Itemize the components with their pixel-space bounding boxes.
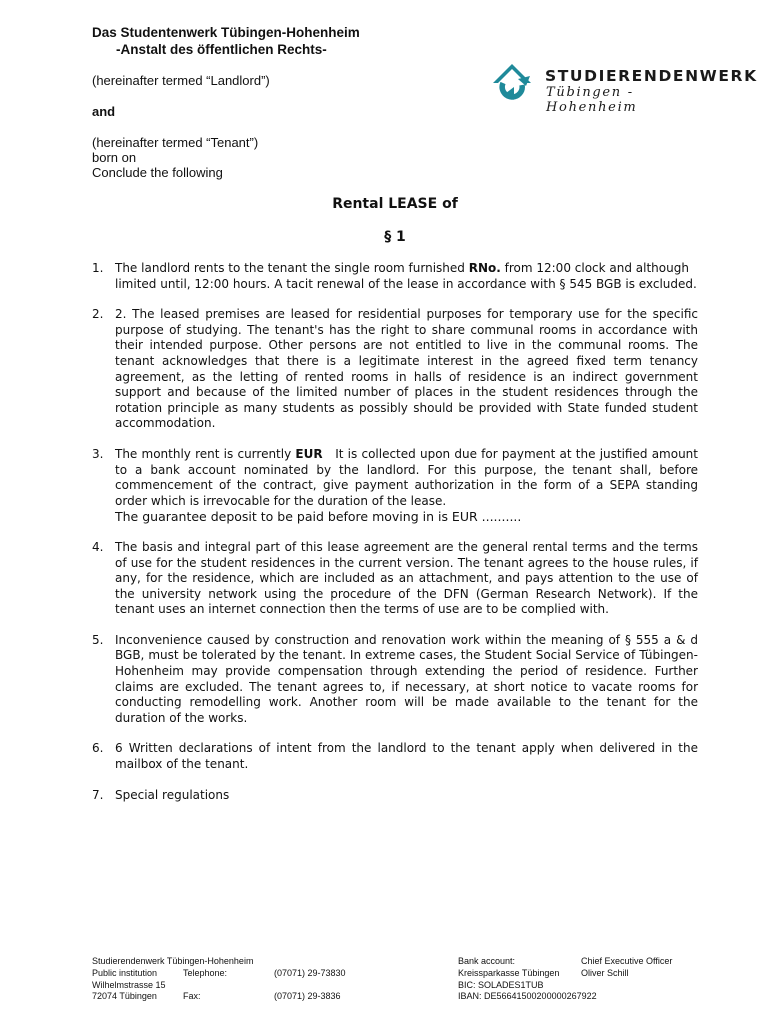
clause-text: from 12:00 clock and although limited until, 12:00 hours. A tacit renewal of the lease in accordance with § 545 BGB is excluded. <box>115 261 697 291</box>
clause-2 <box>92 307 698 432</box>
clause-number: 4. <box>92 539 104 554</box>
clause-text: Special regulations <box>115 787 230 802</box>
born-on-label: born on <box>92 150 137 165</box>
clause-text: The monthly rent is currently <box>115 446 296 461</box>
clause-text: It is collected upon due for payment at the justified amount to a bank account nominated by the landlord. For this purpose, the tenant shall, before commencement of the contract, give payment authorization in the form of a SEPA standing order which is irrevocable for the duration of the lease. <box>115 446 702 508</box>
footer-ceo-label: Chief Executive Officer <box>581 956 673 966</box>
footer-public: Public institution <box>92 967 158 978</box>
clause-text: 2. The leased premises are leased for residential purposes for temporary use for the specific purpose of studying. The tenant's has the right to share communal rooms in accordance with their intended purpose. Other persons are not entitled to live in the communal rooms. The tenant acknowledges that there is a legitimate interest in the agreed fixed term tenancy agreement, as the letting of rented rooms in halls of residence is an indirect government support and because of the limited number of places in the student residences through the rotation principle as many students as possibly should be provided with State funded student accommodation. <box>115 307 698 431</box>
currency-label: EUR <box>295 446 323 461</box>
logo-wordmark: STUDIERENDENWERK <box>545 67 758 85</box>
clause-number: 3. <box>92 446 104 461</box>
footer-ceo-name: Oliver Schill <box>581 967 629 978</box>
clause-number: 2. <box>92 307 104 322</box>
footer-city: 72074 Tübingen <box>92 991 157 1002</box>
house-arrow-logo-icon <box>490 60 540 106</box>
logo-location: Tübingen - Hohenheim <box>546 85 638 115</box>
clause-3 <box>92 446 702 525</box>
footer-org: Studierendenwerk Tübingen-Hohenheim <box>92 956 254 966</box>
clause-number: 5. <box>92 632 104 647</box>
and-label: and <box>92 104 116 119</box>
clause-text: The basis and integral part of this lease agreement are the general rental terms and the terms of use for the student residences in the current version. The tenant agrees to the house rules, if any, for the residence, which are included as an attachment, and pays attention to the use of the university network using the procedure of the DFN (German Research Network). If the tenant uses an internet connection then the terms of use are to be complied with. <box>115 539 698 617</box>
footer-fax-label: Fax: <box>183 991 201 1002</box>
lease-clauses <box>92 261 702 818</box>
clause-text: 6 Written declarations of intent from the landlord to the tenant apply when delivered in the mailbox of the tenant. <box>115 741 698 772</box>
footer-bank-name: Kreissparkasse Tübingen <box>458 967 560 978</box>
footer-bic: BIC: SOLADES1TUB <box>458 979 544 990</box>
tenant-term: (hereinafter termed “Tenant”) <box>92 135 259 150</box>
room-number-label: RNo. <box>468 261 501 275</box>
organization-name: Das Studentenwerk Tübingen-Hohenheim <box>92 25 360 40</box>
footer-tel-label: Telephone: <box>183 967 228 978</box>
section-heading: § 1 <box>384 229 406 245</box>
clause-5 <box>92 633 698 727</box>
document-title: Rental LEASE of <box>332 196 458 212</box>
studierendenwerk-logo <box>490 60 758 115</box>
clause-number: 1. <box>92 261 104 275</box>
footer-fax: (07071) 29-3836 <box>274 991 341 1002</box>
clause-1 <box>92 261 698 292</box>
footer-phone-values <box>274 968 346 1003</box>
footer-iban: IBAN: DE56641500200000267922 <box>458 991 597 1002</box>
clause-7 <box>92 788 698 804</box>
footer-bank-label: Bank account: <box>458 956 516 966</box>
clause-text: Inconvenience caused by construction and renovation work within the meaning of § 555 a & d BGB, must be tolerated by the tenant. In extreme cases, the Student Social Service of Tübingen-Hohenheim may provide compensation through extending the period of residence. Further claims are excluded. The tenant agrees to, if necessary, at short notice to vacate rooms for conducting remodelling work. Another room will be made available to the tenant for the duration of the works. <box>115 632 698 725</box>
footer-address <box>92 956 253 1003</box>
conclude-label: Conclude the following <box>92 165 223 180</box>
clause-number: 6. <box>92 741 104 756</box>
clause-6 <box>92 741 698 772</box>
footer-ceo <box>581 956 672 980</box>
clause-4 <box>92 540 698 618</box>
clause-number: 7. <box>92 787 104 802</box>
landlord-term: (hereinafter termed “Landlord”) <box>92 73 270 88</box>
deposit-line: The guarantee deposit to be paid before moving in is EUR .......... <box>115 509 522 525</box>
footer-street: Wilhelmstrasse 15 <box>92 979 166 990</box>
clause-text: The landlord rents to the tenant the single room furnished <box>115 261 469 275</box>
footer-phone-labels <box>183 968 227 1003</box>
footer-tel: (07071) 29-73830 <box>274 967 346 978</box>
footer-bank <box>458 956 597 1003</box>
organization-subtitle: -Anstalt des öffentlichen Rechts- <box>116 42 327 57</box>
